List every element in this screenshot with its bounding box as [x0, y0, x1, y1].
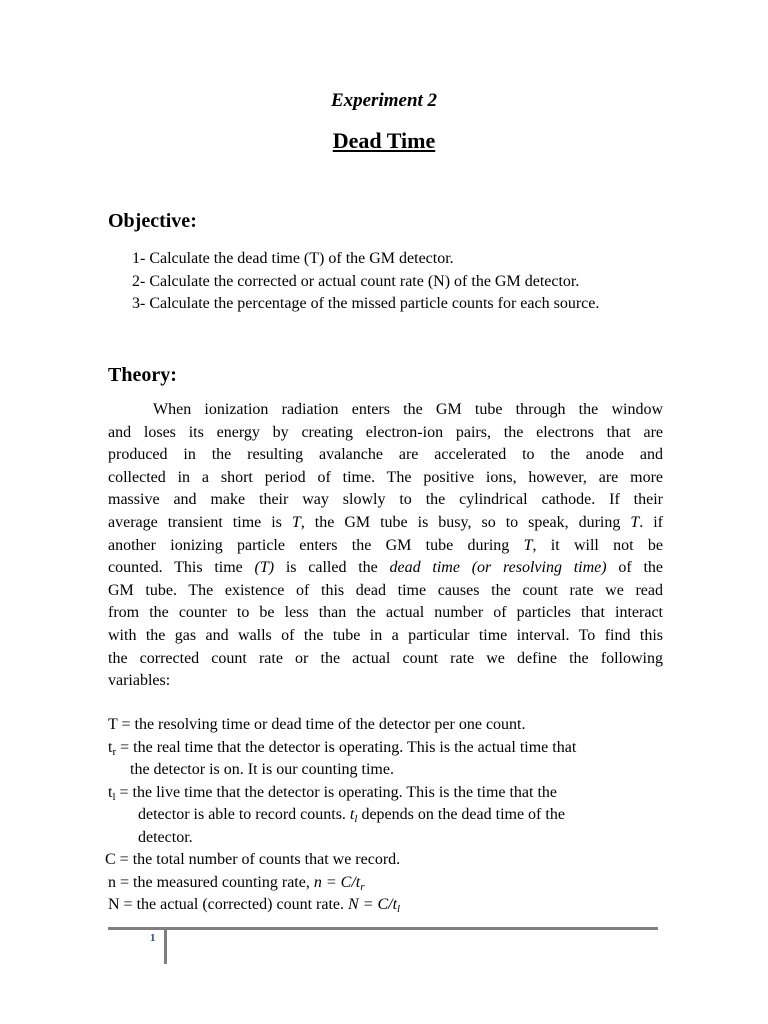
experiment-label: Experiment 2 [330, 90, 438, 111]
text-run: . if [639, 513, 663, 531]
subscript-l-italic: l [354, 813, 358, 825]
formula-N: N = C/t [348, 896, 398, 913]
text-run: of the [606, 559, 664, 577]
text-run: detector is able to record counts. [138, 806, 350, 823]
definition-tl-cont: detector. [138, 828, 193, 846]
definition-T: T = the resolving time or dead time of the detector per one count. [108, 716, 526, 733]
theory-line [108, 557, 663, 580]
symbol-T: T [523, 536, 533, 554]
text-run: N = the actual (corrected) count rate. [108, 896, 349, 913]
theory-paragraph [108, 399, 663, 693]
theory-line: and loses its energy by creating electron-ion pairs, the electrons that are [108, 423, 663, 441]
definition-n [108, 872, 576, 895]
text-run: n = the measured counting rate, [108, 873, 314, 891]
theory-line: produced in the resulting avalanche are accelerated to the anode and [108, 446, 663, 464]
theory-line: When ionization radiation enters the GM tube through the window [153, 401, 663, 418]
subscript-r-italic: r [360, 880, 365, 893]
formula-n: n = C/t [313, 873, 361, 891]
definitions-list [105, 714, 577, 917]
objective-heading: Objective: [108, 210, 197, 232]
text-run: , the GM tube is busy, so to speak, during [300, 513, 631, 531]
subscript-r [360, 881, 364, 893]
text-run: counted. This time [108, 559, 255, 577]
theory-heading: Theory: [108, 364, 177, 386]
footer-vertical-rule [164, 930, 167, 964]
definition-tl-cont [108, 804, 576, 827]
text-run: = the real time that the detector is operating. This is the actual time that [116, 738, 577, 756]
definition-tl [108, 782, 576, 805]
theory-line: GM tube. The existence of this dead time causes the count rate we read [108, 581, 663, 599]
theory-line: variables: [108, 672, 171, 690]
theory-line [108, 512, 663, 535]
text-run: average transient time is [108, 513, 292, 531]
page-number: 1 [150, 932, 156, 944]
subscript-l: l [112, 790, 116, 803]
symbol-T: T [630, 513, 640, 531]
theory-line [108, 535, 663, 558]
definition-C: C = the total number of counts that we record. [105, 851, 401, 868]
definition-tr-cont: the detector is on. It is our counting time. [130, 761, 394, 778]
symbol-T: (T) [254, 559, 275, 577]
theory-line: with the gas and walls of the tube in a particular time interval. To find this [108, 626, 663, 644]
definition-tr [108, 737, 576, 760]
subscript-l-italic: l [397, 903, 401, 915]
text-run: is called the [274, 559, 390, 577]
theory-line: collected in a short period of time. The positive ions, however, are more [108, 468, 663, 486]
theory-line: the corrected count rate or the actual count rate we define the following [108, 649, 663, 667]
subscript-l [397, 903, 400, 915]
objective-list [132, 248, 599, 316]
text-run: = the live time that the detector is operating. This is the time that the [115, 783, 558, 801]
theory-line: massive and make their way slowly to the cylindrical cathode. If their [108, 491, 663, 509]
symbol-t: t [108, 783, 113, 801]
dead-time-term: dead time (or resolving time) [389, 559, 607, 577]
objective-item-1: 1- Calculate the dead time (T) of the GM detector. [132, 250, 454, 267]
symbol-T: T [291, 513, 301, 531]
symbol-t: t [349, 806, 355, 823]
objective-item-3: 3- Calculate the percentage of the missed particle counts for each source. [132, 295, 600, 312]
symbol-t: t [108, 738, 113, 756]
text-run: another ionizing particle enters the GM tube during [108, 536, 524, 554]
footer-rule [108, 927, 658, 930]
text-run: , it will not be [532, 536, 664, 554]
subscript-r: r [112, 745, 117, 758]
objective-item-2: 2- Calculate the corrected or actual count rate (N) of the GM detector. [132, 272, 580, 290]
text-run: depends on the dead time of the [357, 806, 565, 823]
definition-N [108, 894, 576, 917]
theory-line: from the counter to be less than the actual number of particles that interact [108, 604, 663, 622]
page-title: Dead Time [332, 128, 436, 153]
